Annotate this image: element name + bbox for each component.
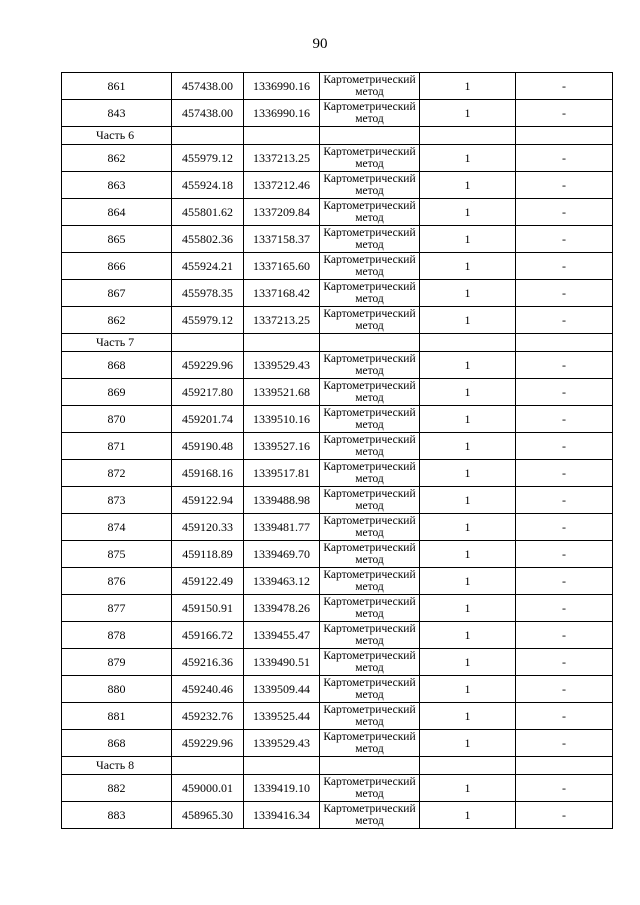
method-text: Картометрический метод xyxy=(323,308,416,332)
method-text: Картометрический метод xyxy=(323,677,416,701)
method-text: Картометрический метод xyxy=(323,200,416,224)
method-text: Картометрический метод xyxy=(323,434,416,458)
y-coordinate-cell: 1339455.47 xyxy=(244,622,320,649)
note-cell: - xyxy=(516,730,613,757)
empty-cell xyxy=(516,127,613,145)
method-text: Картометрический метод xyxy=(323,623,416,647)
empty-cell xyxy=(244,334,320,352)
table-row xyxy=(62,352,613,379)
y-coordinate-cell: 1339469.70 xyxy=(244,541,320,568)
accuracy-cell: 1 xyxy=(420,649,516,676)
point-number-cell: 861 xyxy=(62,73,172,100)
point-number-cell: 876 xyxy=(62,568,172,595)
note-cell: - xyxy=(516,73,613,100)
x-coordinate-cell: 459229.96 xyxy=(172,352,244,379)
y-coordinate-cell: 1336990.16 xyxy=(244,100,320,127)
method-text: Картометрический метод xyxy=(323,407,416,431)
table-row xyxy=(62,379,613,406)
y-coordinate-cell: 1339521.68 xyxy=(244,379,320,406)
x-coordinate-cell: 455801.62 xyxy=(172,199,244,226)
point-number-cell: 877 xyxy=(62,595,172,622)
table-row xyxy=(62,307,613,334)
point-number-cell: 862 xyxy=(62,307,172,334)
y-coordinate-cell: 1339529.43 xyxy=(244,352,320,379)
note-cell: - xyxy=(516,460,613,487)
note-cell: - xyxy=(516,433,613,460)
table-row xyxy=(62,145,613,172)
method-cell xyxy=(320,703,420,730)
x-coordinate-cell: 455924.21 xyxy=(172,253,244,280)
x-coordinate-cell: 459120.33 xyxy=(172,514,244,541)
method-cell xyxy=(320,802,420,829)
point-number-cell: 863 xyxy=(62,172,172,199)
table-row xyxy=(62,730,613,757)
y-coordinate-cell: 1339529.43 xyxy=(244,730,320,757)
note-cell: - xyxy=(516,406,613,433)
table-row xyxy=(62,406,613,433)
y-coordinate-cell: 1337209.84 xyxy=(244,199,320,226)
table-row xyxy=(62,433,613,460)
method-cell xyxy=(320,568,420,595)
x-coordinate-cell: 455979.12 xyxy=(172,307,244,334)
accuracy-cell: 1 xyxy=(420,145,516,172)
accuracy-cell: 1 xyxy=(420,703,516,730)
point-number-cell: 870 xyxy=(62,406,172,433)
method-cell xyxy=(320,379,420,406)
method-cell xyxy=(320,649,420,676)
y-coordinate-cell: 1339463.12 xyxy=(244,568,320,595)
x-coordinate-cell: 459229.96 xyxy=(172,730,244,757)
y-coordinate-cell: 1339478.26 xyxy=(244,595,320,622)
empty-cell xyxy=(420,127,516,145)
note-cell: - xyxy=(516,775,613,802)
method-cell xyxy=(320,73,420,100)
section-header-row xyxy=(62,334,613,352)
x-coordinate-cell: 455924.18 xyxy=(172,172,244,199)
point-number-cell: 866 xyxy=(62,253,172,280)
section-label: Часть 6 xyxy=(62,127,172,145)
y-coordinate-cell: 1339525.44 xyxy=(244,703,320,730)
accuracy-cell: 1 xyxy=(420,307,516,334)
accuracy-cell: 1 xyxy=(420,379,516,406)
method-cell xyxy=(320,514,420,541)
method-text: Картометрический метод xyxy=(323,569,416,593)
method-cell xyxy=(320,253,420,280)
table-row xyxy=(62,100,613,127)
x-coordinate-cell: 459122.94 xyxy=(172,487,244,514)
point-number-cell: 881 xyxy=(62,703,172,730)
accuracy-cell: 1 xyxy=(420,406,516,433)
method-cell xyxy=(320,622,420,649)
accuracy-cell: 1 xyxy=(420,568,516,595)
y-coordinate-cell: 1339527.16 xyxy=(244,433,320,460)
x-coordinate-cell: 459217.80 xyxy=(172,379,244,406)
point-number-cell: 871 xyxy=(62,433,172,460)
empty-cell xyxy=(172,127,244,145)
point-number-cell: 867 xyxy=(62,280,172,307)
method-text: Картометрический метод xyxy=(323,173,416,197)
method-cell xyxy=(320,595,420,622)
empty-cell xyxy=(320,127,420,145)
y-coordinate-cell: 1337213.25 xyxy=(244,145,320,172)
accuracy-cell: 1 xyxy=(420,775,516,802)
y-coordinate-cell: 1337165.60 xyxy=(244,253,320,280)
table-row xyxy=(62,595,613,622)
method-text: Картометрический метод xyxy=(323,254,416,278)
y-coordinate-cell: 1339509.44 xyxy=(244,676,320,703)
note-cell: - xyxy=(516,172,613,199)
empty-cell xyxy=(420,334,516,352)
empty-cell xyxy=(516,757,613,775)
point-number-cell: 882 xyxy=(62,775,172,802)
table-row xyxy=(62,649,613,676)
method-cell xyxy=(320,775,420,802)
section-label: Часть 7 xyxy=(62,334,172,352)
method-text: Картометрический метод xyxy=(323,74,416,98)
x-coordinate-cell: 455802.36 xyxy=(172,226,244,253)
x-coordinate-cell: 459122.49 xyxy=(172,568,244,595)
empty-cell xyxy=(320,334,420,352)
empty-cell xyxy=(244,757,320,775)
x-coordinate-cell: 459168.16 xyxy=(172,460,244,487)
x-coordinate-cell: 455979.12 xyxy=(172,145,244,172)
y-coordinate-cell: 1339416.34 xyxy=(244,802,320,829)
empty-cell xyxy=(172,757,244,775)
y-coordinate-cell: 1336990.16 xyxy=(244,73,320,100)
x-coordinate-cell: 459166.72 xyxy=(172,622,244,649)
note-cell: - xyxy=(516,676,613,703)
y-coordinate-cell: 1339490.51 xyxy=(244,649,320,676)
table-row xyxy=(62,676,613,703)
method-cell xyxy=(320,280,420,307)
note-cell: - xyxy=(516,595,613,622)
empty-cell xyxy=(516,334,613,352)
accuracy-cell: 1 xyxy=(420,487,516,514)
y-coordinate-cell: 1337212.46 xyxy=(244,172,320,199)
note-cell: - xyxy=(516,352,613,379)
table-row xyxy=(62,199,613,226)
y-coordinate-cell: 1337213.25 xyxy=(244,307,320,334)
accuracy-cell: 1 xyxy=(420,253,516,280)
table-row xyxy=(62,253,613,280)
note-cell: - xyxy=(516,568,613,595)
accuracy-cell: 1 xyxy=(420,730,516,757)
y-coordinate-cell: 1339481.77 xyxy=(244,514,320,541)
table-row xyxy=(62,514,613,541)
method-cell xyxy=(320,487,420,514)
method-text: Картометрический метод xyxy=(323,596,416,620)
coordinates-table-body xyxy=(62,73,613,829)
accuracy-cell: 1 xyxy=(420,433,516,460)
table-row xyxy=(62,775,613,802)
accuracy-cell: 1 xyxy=(420,100,516,127)
note-cell: - xyxy=(516,802,613,829)
table-row xyxy=(62,802,613,829)
method-text: Картометрический метод xyxy=(323,803,416,827)
method-cell xyxy=(320,460,420,487)
note-cell: - xyxy=(516,541,613,568)
point-number-cell: 878 xyxy=(62,622,172,649)
method-cell xyxy=(320,676,420,703)
y-coordinate-cell: 1339419.10 xyxy=(244,775,320,802)
table-row xyxy=(62,172,613,199)
accuracy-cell: 1 xyxy=(420,802,516,829)
method-cell xyxy=(320,730,420,757)
y-coordinate-cell: 1337168.42 xyxy=(244,280,320,307)
accuracy-cell: 1 xyxy=(420,514,516,541)
method-text: Картометрический метод xyxy=(323,488,416,512)
section-header-row xyxy=(62,127,613,145)
accuracy-cell: 1 xyxy=(420,460,516,487)
method-cell xyxy=(320,199,420,226)
note-cell: - xyxy=(516,145,613,172)
note-cell: - xyxy=(516,226,613,253)
table-row xyxy=(62,703,613,730)
note-cell: - xyxy=(516,487,613,514)
method-text: Картометрический метод xyxy=(323,353,416,377)
point-number-cell: 843 xyxy=(62,100,172,127)
table-row xyxy=(62,487,613,514)
method-text: Картометрический метод xyxy=(323,281,416,305)
method-text: Картометрический метод xyxy=(323,146,416,170)
accuracy-cell: 1 xyxy=(420,541,516,568)
x-coordinate-cell: 459201.74 xyxy=(172,406,244,433)
table-row xyxy=(62,541,613,568)
coordinates-table xyxy=(61,72,613,829)
y-coordinate-cell: 1339488.98 xyxy=(244,487,320,514)
method-text: Картометрический метод xyxy=(323,542,416,566)
x-coordinate-cell: 457438.00 xyxy=(172,100,244,127)
point-number-cell: 883 xyxy=(62,802,172,829)
note-cell: - xyxy=(516,280,613,307)
method-text: Картометрический метод xyxy=(323,380,416,404)
point-number-cell: 879 xyxy=(62,649,172,676)
point-number-cell: 869 xyxy=(62,379,172,406)
note-cell: - xyxy=(516,649,613,676)
empty-cell xyxy=(420,757,516,775)
method-cell xyxy=(320,226,420,253)
method-text: Картометрический метод xyxy=(323,461,416,485)
y-coordinate-cell: 1337158.37 xyxy=(244,226,320,253)
table-row xyxy=(62,73,613,100)
y-coordinate-cell: 1339510.16 xyxy=(244,406,320,433)
x-coordinate-cell: 458965.30 xyxy=(172,802,244,829)
point-number-cell: 864 xyxy=(62,199,172,226)
method-text: Картометрический метод xyxy=(323,227,416,251)
method-text: Картометрический метод xyxy=(323,704,416,728)
table-row xyxy=(62,568,613,595)
x-coordinate-cell: 459150.91 xyxy=(172,595,244,622)
method-cell xyxy=(320,406,420,433)
accuracy-cell: 1 xyxy=(420,226,516,253)
x-coordinate-cell: 459232.76 xyxy=(172,703,244,730)
accuracy-cell: 1 xyxy=(420,622,516,649)
x-coordinate-cell: 459000.01 xyxy=(172,775,244,802)
accuracy-cell: 1 xyxy=(420,676,516,703)
accuracy-cell: 1 xyxy=(420,352,516,379)
note-cell: - xyxy=(516,307,613,334)
note-cell: - xyxy=(516,703,613,730)
empty-cell xyxy=(172,334,244,352)
method-cell xyxy=(320,172,420,199)
x-coordinate-cell: 459190.48 xyxy=(172,433,244,460)
y-coordinate-cell: 1339517.81 xyxy=(244,460,320,487)
page-number: 90 xyxy=(312,36,328,52)
method-cell xyxy=(320,541,420,568)
method-text: Картометрический метод xyxy=(323,650,416,674)
accuracy-cell: 1 xyxy=(420,595,516,622)
table-row xyxy=(62,280,613,307)
note-cell: - xyxy=(516,199,613,226)
empty-cell xyxy=(244,127,320,145)
x-coordinate-cell: 459118.89 xyxy=(172,541,244,568)
method-cell xyxy=(320,100,420,127)
point-number-cell: 874 xyxy=(62,514,172,541)
note-cell: - xyxy=(516,514,613,541)
table-row xyxy=(62,460,613,487)
method-cell xyxy=(320,352,420,379)
point-number-cell: 875 xyxy=(62,541,172,568)
table-row xyxy=(62,226,613,253)
note-cell: - xyxy=(516,622,613,649)
accuracy-cell: 1 xyxy=(420,280,516,307)
empty-cell xyxy=(320,757,420,775)
method-text: Картометрический метод xyxy=(323,731,416,755)
method-text: Картометрический метод xyxy=(323,776,416,800)
point-number-cell: 873 xyxy=(62,487,172,514)
point-number-cell: 862 xyxy=(62,145,172,172)
method-cell xyxy=(320,145,420,172)
accuracy-cell: 1 xyxy=(420,73,516,100)
method-cell xyxy=(320,433,420,460)
x-coordinate-cell: 457438.00 xyxy=(172,73,244,100)
point-number-cell: 865 xyxy=(62,226,172,253)
point-number-cell: 880 xyxy=(62,676,172,703)
method-text: Картометрический метод xyxy=(323,101,416,125)
x-coordinate-cell: 459216.36 xyxy=(172,649,244,676)
method-text: Картометрический метод xyxy=(323,515,416,539)
x-coordinate-cell: 455978.35 xyxy=(172,280,244,307)
point-number-cell: 868 xyxy=(62,352,172,379)
note-cell: - xyxy=(516,100,613,127)
x-coordinate-cell: 459240.46 xyxy=(172,676,244,703)
accuracy-cell: 1 xyxy=(420,172,516,199)
accuracy-cell: 1 xyxy=(420,199,516,226)
note-cell: - xyxy=(516,379,613,406)
section-header-row xyxy=(62,757,613,775)
point-number-cell: 872 xyxy=(62,460,172,487)
point-number-cell: 868 xyxy=(62,730,172,757)
method-cell xyxy=(320,307,420,334)
note-cell: - xyxy=(516,253,613,280)
section-label: Часть 8 xyxy=(62,757,172,775)
table-row xyxy=(62,622,613,649)
